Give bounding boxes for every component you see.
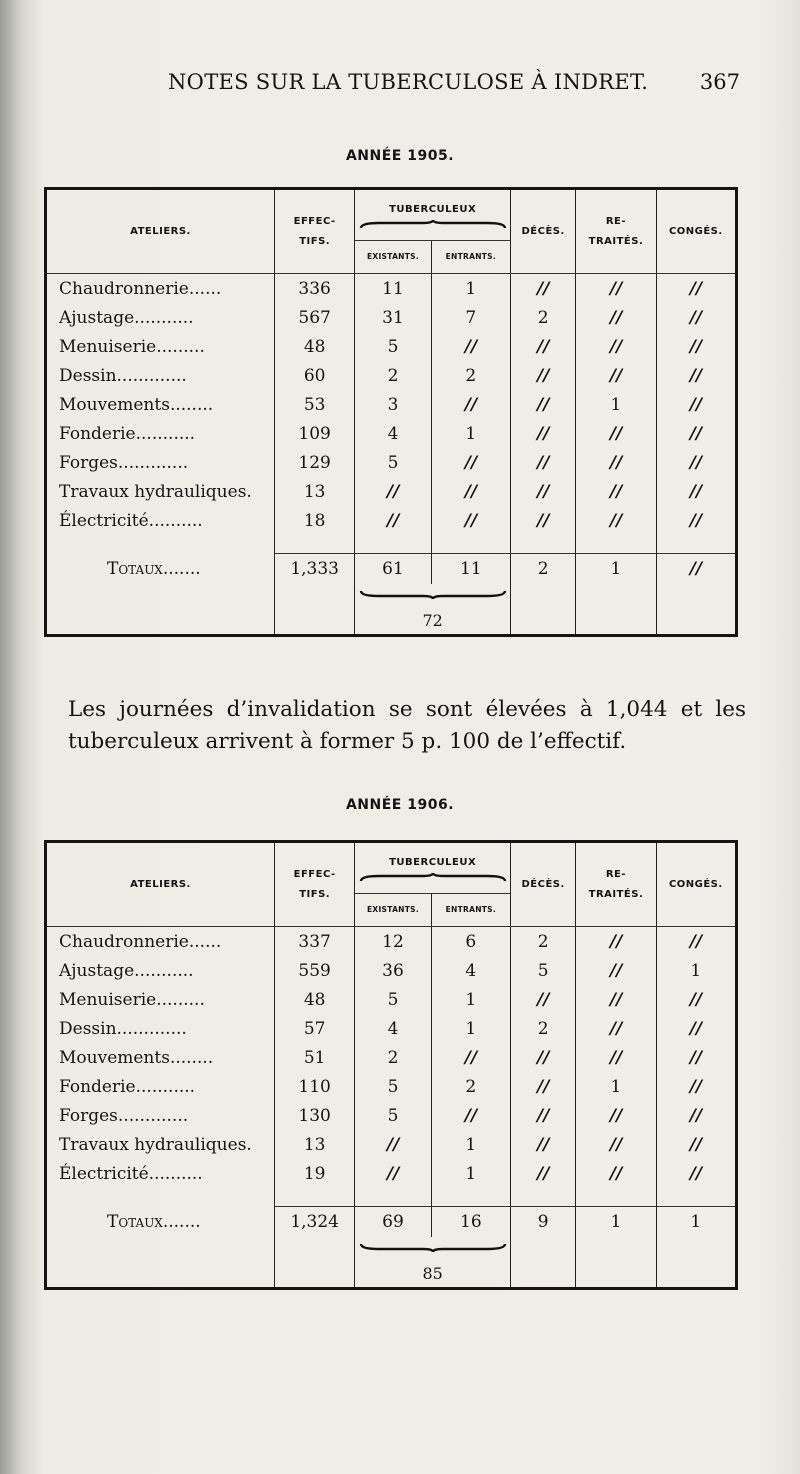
table-row: Ajustage........... 559 36 4 5 // 1 xyxy=(46,956,737,985)
brace-icon xyxy=(359,220,507,230)
col-header-ateliers: ATELIERS. xyxy=(130,878,191,890)
col-header-conges: CONGÉS. xyxy=(656,842,736,927)
col-header-ateliers: ATELIERS. xyxy=(130,225,191,237)
year-heading-1905: ANNÉE 1905. xyxy=(345,148,455,164)
table-1906 xyxy=(44,840,738,1290)
year-heading-1906: ANNÉE 1906. xyxy=(345,797,455,813)
table-row: Ajustage........... 567 31 7 2 // // xyxy=(46,303,737,332)
tuberculeux-sum-1905: 72 xyxy=(355,584,511,636)
table-row: Chaudronnerie...... 336 11 1 // // // xyxy=(46,274,737,304)
table-row: Dessin............. 57 4 1 2 // // xyxy=(46,1014,737,1043)
table-row: Menuiserie......... 48 5 1 // // // xyxy=(46,985,737,1014)
table-row: Mouvements........ 51 2 // // // // xyxy=(46,1043,737,1072)
page-number: 367 xyxy=(699,70,740,94)
col-header-existants: EXISTANTS. xyxy=(355,241,431,274)
table-row: Électricité.......... 18 // // // // // xyxy=(46,506,737,535)
col-header-deces: DÉCÈS. xyxy=(511,842,576,927)
body-paragraph: Les journées d’invalidation se sont élevées à 1,044 et les tuberculeux arrivent à former 5 p. 100 de l’effectif. xyxy=(68,697,746,754)
table-row: Fonderie........... 109 4 1 // // // xyxy=(46,419,737,448)
table-row: Fonderie........... 110 5 2 // 1 // xyxy=(46,1072,737,1101)
table-row: Forges............. 129 5 // // // // xyxy=(46,448,737,477)
brace-icon xyxy=(359,1242,507,1252)
col-header-retraites: RE- TRAITÉS. xyxy=(576,189,656,274)
table-row: Chaudronnerie...... 337 12 6 2 // // xyxy=(46,927,737,957)
running-head xyxy=(40,66,740,100)
col-header-tuberculeux: TUBERCULEUX xyxy=(355,189,511,241)
table-row: Travaux hydrauliques. 13 // 1 // // // xyxy=(46,1130,737,1159)
col-header-retraites: RE- TRAITÉS. xyxy=(576,842,656,927)
col-header-deces: DÉCÈS. xyxy=(511,189,576,274)
brace-icon xyxy=(359,873,507,883)
table-row: Électricité.......... 19 // 1 // // // xyxy=(46,1159,737,1188)
col-header-effectifs: EFFEC- TIFS. xyxy=(274,189,354,274)
totals-row: Totaux....... 1,324 69 16 9 1 1 xyxy=(46,1207,737,1238)
brace-icon xyxy=(359,589,507,599)
table-row: Travaux hydrauliques. 13 // // // // // xyxy=(46,477,737,506)
running-title: NOTES SUR LA TUBERCULOSE À INDRET. xyxy=(168,70,649,94)
col-header-entrants: ENTRANTS. xyxy=(431,241,510,274)
table-row: Dessin............. 60 2 2 // // // xyxy=(46,361,737,390)
tuberculeux-sum-1906: 85 xyxy=(355,1237,511,1289)
table-row: Mouvements........ 53 3 // // 1 // xyxy=(46,390,737,419)
totals-row: Totaux....... 1,333 61 11 2 1 // xyxy=(46,554,737,585)
col-header-effectifs: EFFEC- TIFS. xyxy=(274,842,354,927)
table-1905 xyxy=(44,187,738,637)
table-row: Forges............. 130 5 // // // // xyxy=(46,1101,737,1130)
col-header-tuberculeux: TUBERCULEUX xyxy=(355,842,511,894)
col-header-entrants: ENTRANTS. xyxy=(431,894,510,927)
col-header-existants: EXISTANTS. xyxy=(355,894,431,927)
col-header-conges: CONGÉS. xyxy=(656,189,736,274)
table-row: Menuiserie......... 48 5 // // // // xyxy=(46,332,737,361)
